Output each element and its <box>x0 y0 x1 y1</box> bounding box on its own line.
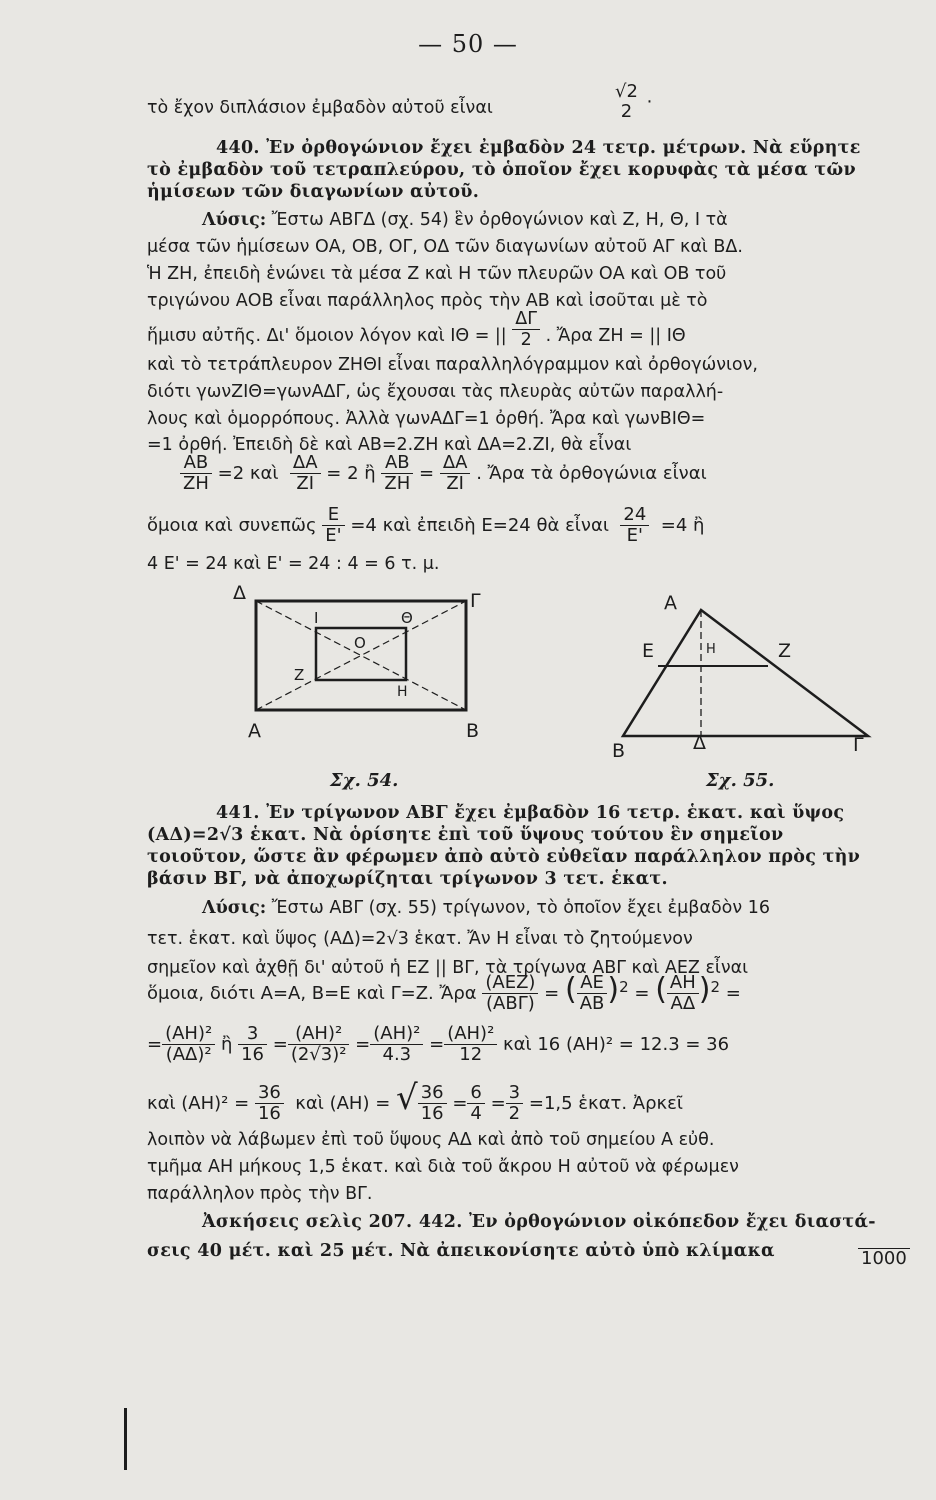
solution-440-line-5: ἥμισυ αὐτῆς. Δι' ὅμοιον λόγον καὶ ΙΘ = || $\frac{\Delta\Gamma}{2}$ . Ἄρα ΖΗ = || ΙΘ <box>147 309 686 351</box>
problem-440-line-3: ἡμίσεων τῶν διαγωνίων αὐτοῦ. <box>147 182 480 202</box>
solution-440-line-1: Λύσις: Ἔστω ΑΒΓΔ (σχ. 54) ἓν ὀρθογώνιον καὶ Ζ, Η, Θ, Ι τὰ <box>202 210 728 230</box>
problem-441-line-2: (ΑΔ)=2√3 ἑκατ. Νὰ ὁρίσητε ἐπὶ τοῦ ὕψους τούτου ἓν σημεῖον <box>147 825 784 845</box>
solution-441-line-9: παράλληλον πρὸς τὴν ΒΓ. <box>147 1184 373 1204</box>
fig54-label-H: Η <box>397 684 408 700</box>
solution-441-line-7: λοιπὸν νὰ λάβωμεν ἐπὶ τοῦ ὕψους ΑΔ καὶ ἀπὸ τοῦ σημείου Α εὐθ. <box>147 1130 715 1150</box>
fig54-label-TH: Θ <box>401 609 413 627</box>
problem-440-line-1: 440. Ἐν ὀρθογώνιον ἔχει ἐμβαδὸν 24 τετρ. μέτρων. Νὰ εὕρητε <box>216 138 861 158</box>
figure-54 <box>220 585 500 775</box>
exercises-line-1: Ἀσκήσεις σελὶς 207. 442. Ἐν ὀρθογώνιον οἰκόπεδον ἔχει διαστά- <box>202 1212 876 1232</box>
fig55-label-B: Β <box>612 740 626 762</box>
fig54-label-O: Ο <box>354 634 366 652</box>
page-number: — 50 — <box>418 30 518 58</box>
problem-441-line-4: βάσιν ΒΓ, νὰ ἀποχωρίζηται τρίγωνον 3 τετ. ἑκατ. <box>147 869 668 889</box>
fig54-label-G: Γ <box>470 590 481 612</box>
fig55-label-G: Γ <box>853 734 864 756</box>
fig54-label-D: Δ <box>233 582 246 604</box>
figure-54-caption: Σχ. 54. <box>330 770 399 791</box>
solution-440-line-11: ὅμοια καὶ συνεπῶς $\frac{E}{E'}$ =4 καὶ ἐπειδὴ Ε=24 θὰ εἶναι $\frac{24}{E'}$ =4 ἢ <box>147 504 705 546</box>
figure-55 <box>600 590 890 760</box>
exercises-line-2: σεις 40 μέτ. καὶ 25 μέτ. Νὰ ἀπεικονίσητε αὐτὸ ὑπὸ κλίμακα <box>147 1241 775 1261</box>
fig55-label-Z: Ζ <box>778 640 792 662</box>
solution-440-line-9: =1 ὀρθή. Ἐπειδὴ δὲ καὶ ΑΒ=2.ΖΗ καὶ ΔΑ=2.ΖΙ, θὰ εἶναι <box>147 435 632 455</box>
fig54-label-B: Β <box>466 720 480 742</box>
problem-441-line-1: 441. Ἐν τρίγωνον ΑΒΓ ἔχει ἐμβαδὸν 16 τετρ. ἑκατ. καὶ ὕψος <box>216 803 845 823</box>
figure-55-caption: Σχ. 55. <box>706 770 775 791</box>
fig54-label-I: Ι <box>314 609 319 627</box>
solution-440-line-3: Ἡ ΖΗ, ἐπειδὴ ἑνώνει τὰ μέσα Ζ καὶ Η τῶν πλευρῶν ΟΑ καὶ ΟΒ τοῦ <box>147 264 727 284</box>
solution-441-line-2: τετ. ἑκατ. καὶ ὕψος (ΑΔ)=2√3 ἑκατ. Ἄν Η εἶναι τὸ ζητούμενον <box>147 929 693 949</box>
fig54-label-Z: Ζ <box>294 666 305 684</box>
solution-440-line-10: $\frac{AB}{ZH}$ =2 καὶ $\frac{\Delta A}{ZI}$ = 2 ἢ $\frac{AB}{ZH}$ = $\frac{\Delta A}{ZI}$ . Ἄρα τὰ ὀρθογώνια εἶναι <box>180 453 707 494</box>
solution-440-line-4: τριγώνου ΑΟΒ εἶναι παράλληλος πρὸς τὴν ΑΒ καὶ ἰσοῦται μὲ τὸ <box>147 291 708 311</box>
triangle-ABG <box>623 610 868 736</box>
solution-441-line-8: τμῆμα ΑΗ μήκους 1,5 ἑκατ. καὶ διὰ τοῦ ἄκρου Η αὐτοῦ νὰ φέρωμεν <box>147 1157 739 1177</box>
solution-440-line-12: 4 Ε' = 24 καὶ Ε' = 24 : 4 = 6 τ. μ. <box>147 554 440 574</box>
solution-440-line-6: καὶ τὸ τετράπλευρον ΖΗΘΙ εἶναι παραλληλόγραμμον καὶ ὀρθογώνιον, <box>147 355 758 375</box>
fig55-label-H: Η <box>706 642 716 657</box>
solution-441-line-6: καὶ (ΑΗ)² = $\frac{36}{16}$ καὶ (ΑΗ) = √ $\frac{36}{16}$ = $\frac{6}{4}$ = $\frac{3}{2}$ =1,5 ἑκατ. Ἀρκεῖ <box>147 1078 683 1125</box>
solution-440-line-7: διότι γωνΖΙΘ=γωνΑΔΓ, ὡς ἔχουσαι τὰς πλευρὰς αὐτῶν παραλλή- <box>147 382 724 402</box>
fig55-label-E: Ε <box>642 640 655 662</box>
margin-mark <box>124 1408 127 1470</box>
solution-441-line-5: = $\frac{\text{(ΑΗ)²}}{\text{(ΑΔ)²}}$ ἢ $\frac{3}{16}$ = $\frac{\text{(ΑΗ)²}}{\text{(2√3)²}}$ = $\frac{\text{(ΑΗ)²}}{4.3}$ = $\frac{\text{(ΑΗ)²}}{12}$ καὶ 16 (ΑΗ)² = 12.3 = 36 <box>147 1023 730 1065</box>
solution-440-line-8: λους καὶ ὁμορρόπους. Ἀλλὰ γωνΑΔΓ=1 ὀρθή. Ἄρα καὶ γωνΒΙΘ= <box>147 409 706 429</box>
sqrt2-over-2: √2 2 · <box>615 81 653 122</box>
solution-441-line-3: σημεῖον καὶ ἀχθῇ δι' αὐτοῦ ἡ ΕΖ || ΒΓ, τὰ τρίγωνα ΑΒΓ καὶ ΑΕΖ εἶναι <box>147 958 749 978</box>
problem-440-line-2: τὸ ἐμβαδὸν τοῦ τετραπλεύρου, τὸ ὁποῖον ἔχει κορυφὰς τὰ μέσα τῶν <box>147 160 856 180</box>
scale-fraction: 1000 <box>858 1240 910 1270</box>
fig55-label-A: Α <box>664 592 677 614</box>
solution-441-line-1: Λύσις: Ἔστω ΑΒΓ (σχ. 55) τρίγωνον, τὸ ὁποῖον ἔχει ἐμβαδὸν 16 <box>202 898 770 918</box>
solution-440-line-2: μέσα τῶν ἡμίσεων ΟΑ, ΟΒ, ΟΓ, ΟΔ τῶν διαγωνίων αὐτοῦ ΑΓ καὶ ΒΔ. <box>147 237 743 257</box>
top-line: τὸ ἔχον διπλάσιον ἐμβαδὸν αὐτοῦ εἶναι <box>147 98 493 118</box>
fig55-label-D: Δ <box>693 732 706 754</box>
solution-441-line-4: ὅμοια, διότι Α=Α, Β=Ε καὶ Γ=Ζ. Ἄρα $\frac{\text{(ΑΕΖ)}}{\text{(ΑΒΓ)}}$ = ( $\frac{AE}{AB}$ )$^2$ = ( $\frac{AH}{A\Delta}$ )$^2$ = <box>147 972 741 1015</box>
fig54-label-A: Α <box>248 720 261 742</box>
problem-441-line-3: τοιοῦτον, ὥστε ἂν φέρωμεν ἀπὸ αὐτὸ εὐθεῖαν παράλληλον πρὸς τὴν <box>147 847 861 867</box>
